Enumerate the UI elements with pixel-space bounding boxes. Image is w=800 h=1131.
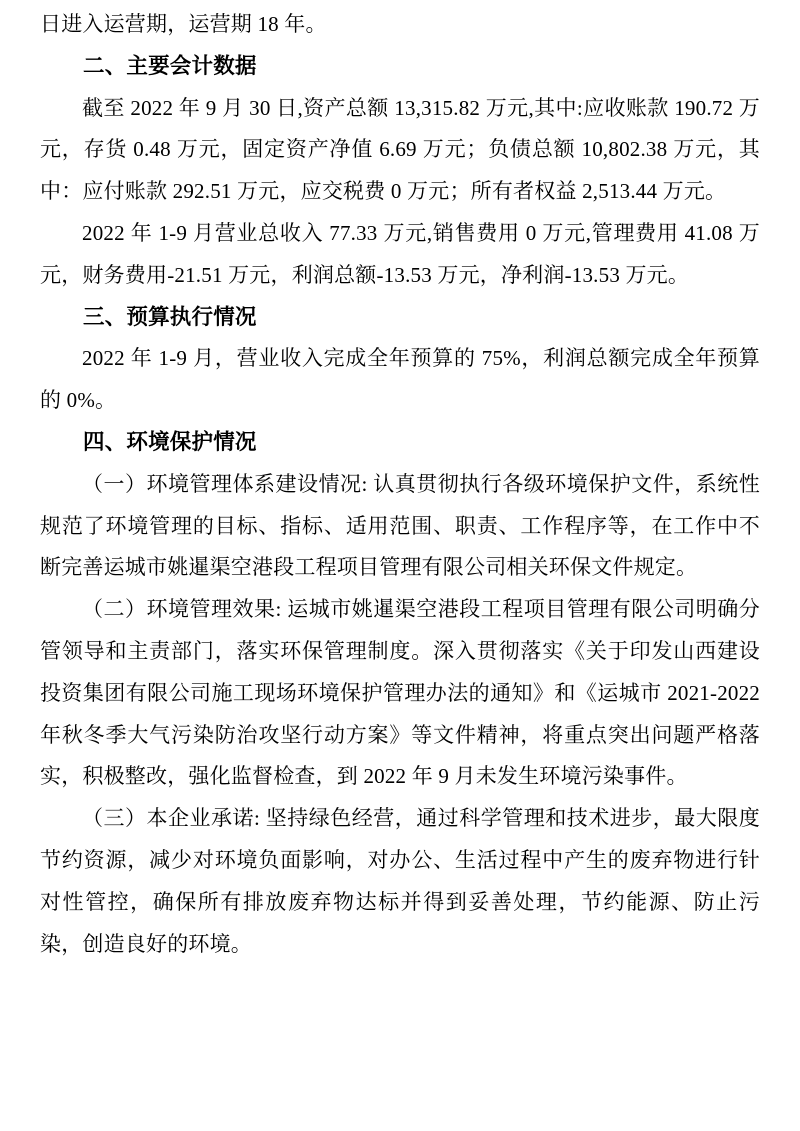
- section-heading: 四、环境保护情况: [83, 429, 257, 454]
- body-paragraph: （三）本企业承诺: 坚持绿色经营，通过科学管理和技术进步，最大限度节约资源，减少对环境负面影响，对办公、生活过程中产生的废弃物进行针对性管控，确保所有排放废弃物达标并得到妥善处理，节约能源、防止污染，创造良好的环境。: [40, 806, 760, 956]
- body-paragraph: 2022 年 1-9 月，营业收入完成全年预算的 75%，利润总额完成全年预算的 0%。: [40, 346, 760, 413]
- body-paragraph: 截至 2022 年 9 月 30 日,资产总额 13,315.82 万元,其中:应收账款 190.72 万元，存货 0.48 万元，固定资产净值 6.69 万元；负债总额 10,802.38 万元，其中：应付账款 292.51 万元，应交税费 0 万元；所有者权益 2,513.44 万元。: [40, 95, 760, 204]
- section-heading: 二、主要会计数据: [83, 53, 257, 78]
- body-paragraph: （二）环境管理效果: 运城市姚暹渠空港段工程项目管理有限公司明确分管领导和主责部门，落实环保管理制度。深入贯彻落实《关于印发山西建设投资集团有限公司施工现场环境保护管理办法的通知》和《运城市 2021-2022 年秋冬季大气污染防治攻坚行动方案》等文件精神，将重点突出问题严格落实，积极整改，强化监督检查，到 2022 年 9 月未发生环境污染事件。: [40, 597, 760, 789]
- body-paragraph: 日进入运营期，运营期 18 年。: [40, 12, 327, 36]
- body-paragraph: 2022 年 1-9 月营业总收入 77.33 万元,销售费用 0 万元,管理费用 41.08 万元，财务费用-21.51 万元，利润总额-13.53 万元，净利润-13.53 万元。: [40, 220, 760, 287]
- document-body: [40, 4, 760, 965]
- section-heading: 三、预算执行情况: [83, 304, 257, 329]
- body-paragraph: （一）环境管理体系建设情况: 认真贯彻执行各级环境保护文件，系统性规范了环境管理的目标、指标、适用范围、职责、工作程序等，在工作中不断完善运城市姚暹渠空港段工程项目管理有限公司相关环保文件规定。: [40, 471, 760, 580]
